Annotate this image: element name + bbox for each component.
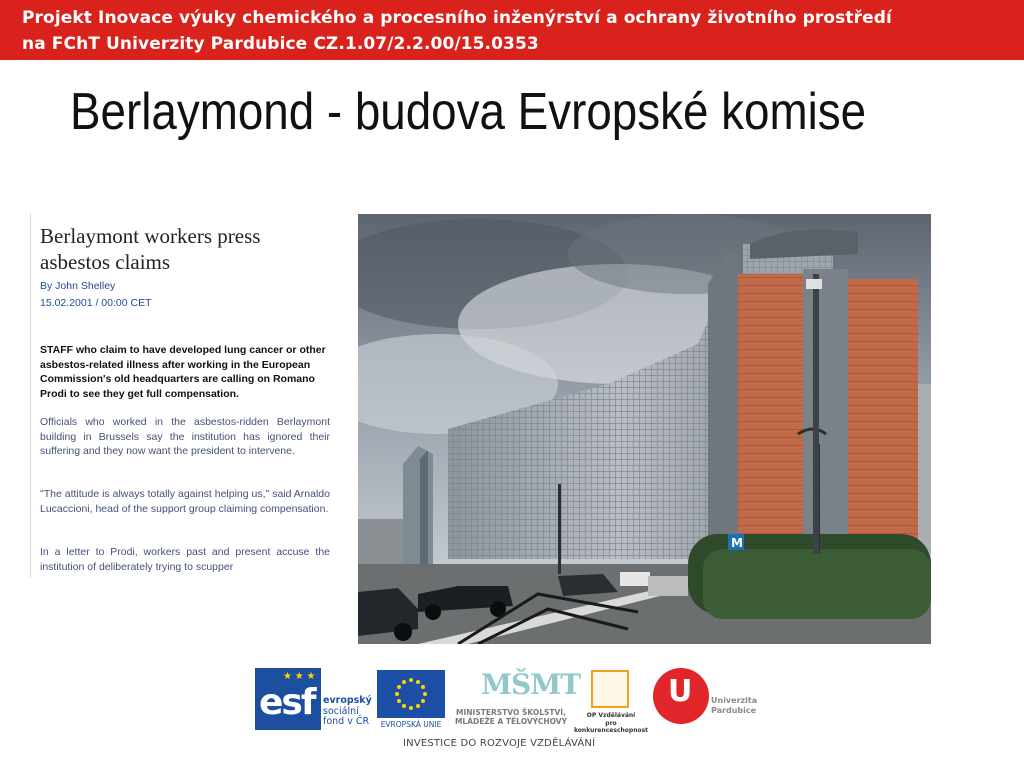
article-paragraph: Officials who worked in the asbestos-ridden Berlaymont building in Brussels say the institution has ignored their suffering and they now want the president to intervene.: [40, 416, 330, 458]
metro-sign-letter: M: [731, 536, 743, 550]
upce-logo-mark: U: [668, 674, 693, 709]
funding-tagline: INVESTICE DO ROZVOJE VZDĚLÁVÁNÍ: [403, 738, 596, 749]
esf-text-line: fond v ČR: [323, 716, 370, 727]
upce-text-line: Pardubice: [711, 706, 757, 715]
op-vk-text-line: pro konkurenceschopnost: [573, 719, 649, 734]
msmt-logo-mark: MŠMT: [481, 668, 581, 701]
upce-text-line: Univerzita: [711, 696, 758, 705]
berlaymont-photo: [358, 214, 931, 644]
upce-logo-text: [711, 696, 781, 716]
project-banner: [0, 0, 1024, 60]
esf-logo-mark: esf: [259, 682, 315, 723]
op-vk-logo: [571, 670, 651, 732]
university-pardubice-logo: [653, 668, 709, 724]
article-lead: STAFF who claim to have developed lung cancer or other asbestos-related illness after working in the European Commission's old headquarters are calling on Romano Prodi to see they get full compensation.: [40, 344, 326, 400]
msmt-logo: [451, 668, 581, 730]
news-article-clipping: [30, 213, 331, 578]
banner-line-2: na FChT Univerzity Pardubice CZ.1.07/2.2.00/15.0353: [22, 34, 539, 54]
article-paragraph: "The attitude is always totally against helping us," said Arnaldo Lucaccioni, head of the support group claiming compensation.: [40, 488, 330, 515]
msmt-logo-text: [451, 708, 571, 726]
banner-line-1: Projekt Inovace výuky chemického a procesního inženýrství a ochrany životního prostředí: [22, 8, 892, 28]
article-date: 15.02.2001 / 00:00 CET: [40, 297, 152, 309]
esf-logo-text: [323, 696, 373, 728]
eu-logo-label: EVROPSKÁ UNIE: [380, 720, 442, 729]
esf-logo: [255, 668, 321, 730]
slide-title: Berlaymond - budova Evropské komise: [70, 83, 867, 141]
article-headline: Berlaymont workers press asbestos claims: [40, 224, 261, 274]
article-paragraph: In a letter to Prodi, workers past and present accuse the institution of deliberately trying to scupper: [40, 546, 330, 573]
msmt-text-line: MINISTERSTVO ŠKOLSTVÍ,: [456, 708, 566, 717]
msmt-text-line: MLÁDEŽE A TĚLOVÝCHOVY: [454, 717, 568, 726]
op-vk-emblem-icon: [591, 670, 629, 708]
eu-flag-logo: [377, 670, 445, 718]
funding-logos-strip: [255, 668, 775, 758]
esf-text-line: evropský: [323, 695, 372, 706]
star-icon: ★ ★ ★: [283, 671, 316, 682]
op-vk-logo-text: [571, 712, 651, 735]
article-byline: By John Shelley: [40, 280, 116, 292]
esf-text-line: sociální: [323, 705, 359, 717]
op-vk-text-line: OP Vzdělávání: [586, 712, 636, 719]
